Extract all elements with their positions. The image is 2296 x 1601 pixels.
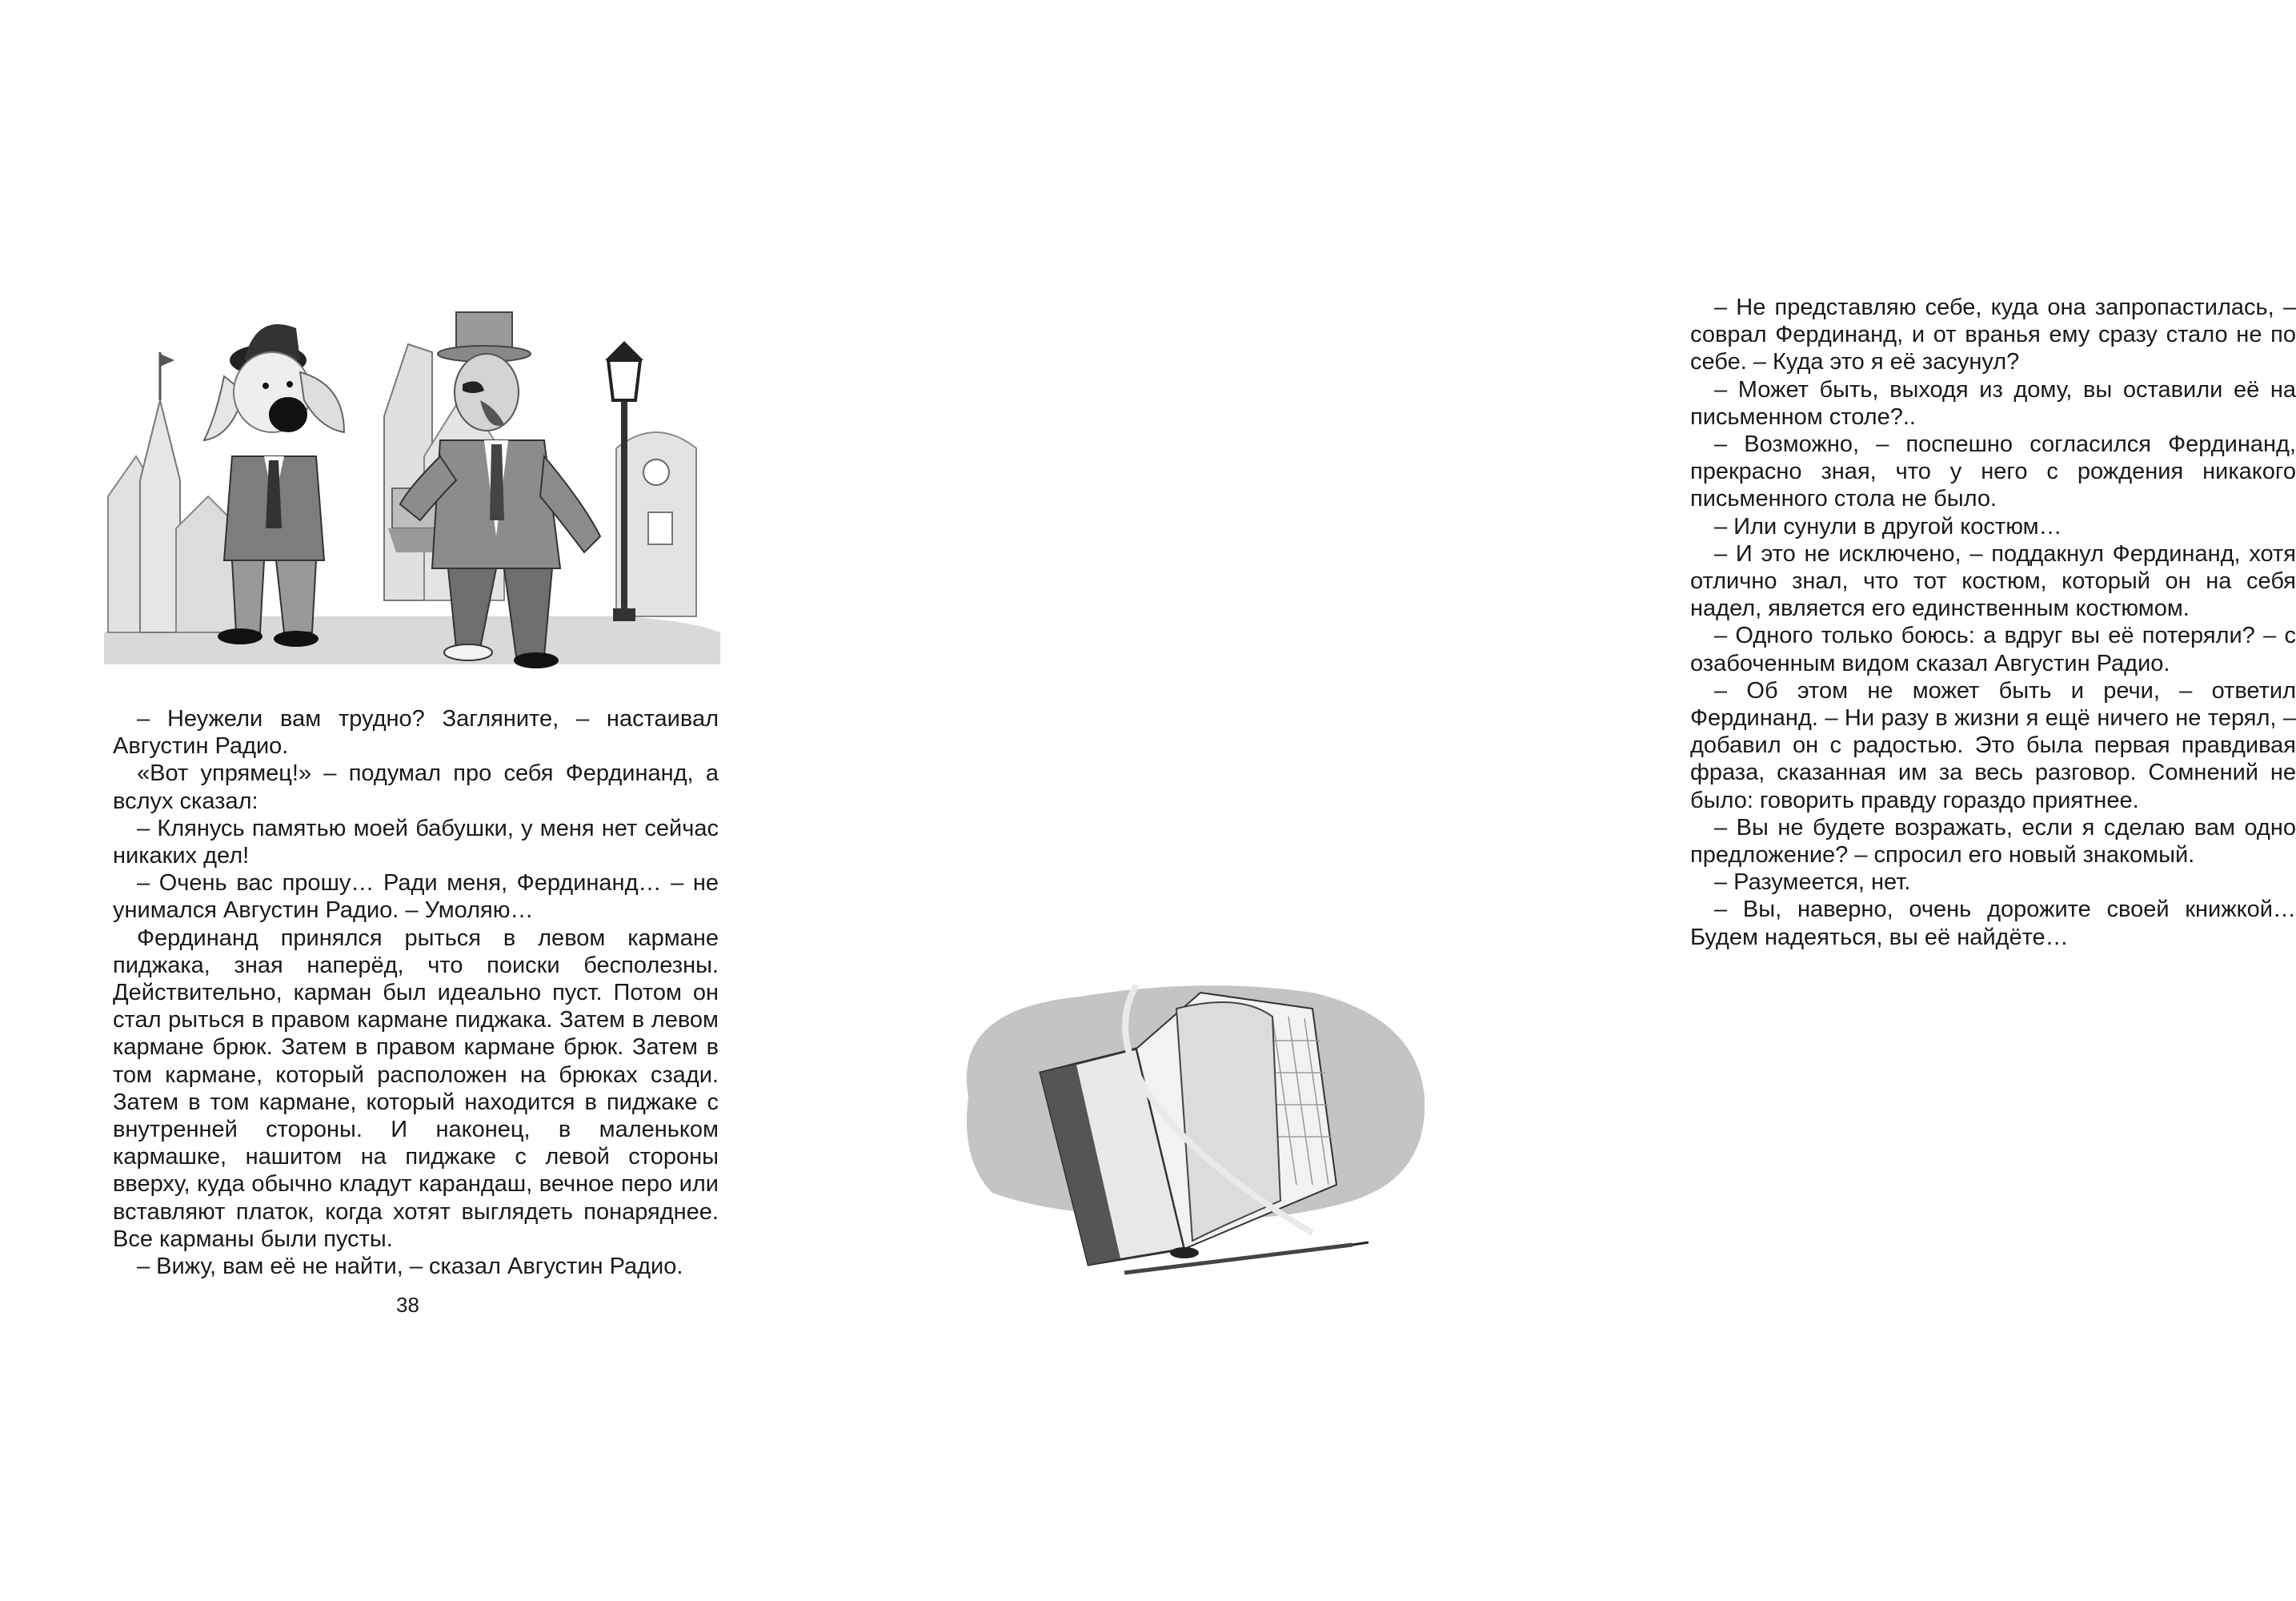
notebook-illustration xyxy=(936,961,1432,1281)
paragraph: – И это не исключено, – поддакнул Фердинанд, хотя отлично знал, что тот костюм, который он на себя надел, является его единственным костюмом. xyxy=(1690,540,2296,622)
paragraph: – Неужели вам трудно? Загляните, – настаивал Августин Радио. xyxy=(113,706,719,760)
left-page xyxy=(0,0,800,1601)
paragraph: – Вижу, вам её не найти, – сказал Августин Радио. xyxy=(137,1254,683,1280)
paragraph: – Разумеется, нет. xyxy=(1714,869,1911,896)
paragraph: – Вы не будете возражать, если я сделаю вам одно предложение? – спросил его новый знакомый. xyxy=(1690,814,2296,869)
paragraph: – Возможно, – поспешно согласился Фердинанд, прекрасно зная, что у него с рождения никакого письменного стола не было. xyxy=(1690,431,2296,512)
paragraph: – Об этом не может быть и речи, – ответил Фердинанд. – Ни разу в жизни я ещё ничего не терял, – добавил он с радостью. Это была первая правдивая фраза, сказанная им за весь разговор. Сомнений не было: говорить правду гораздо приятнее. xyxy=(1690,677,2296,813)
street-illustration xyxy=(104,296,720,680)
paragraph: – Или сунули в другой костюм… xyxy=(1714,513,2062,540)
paragraph: – Не представляю себе, куда она запропастилась, – соврал Фердинанд, и от вранья ему сразу стало не по себе. – Куда это я её засунул? xyxy=(1690,295,2296,375)
paragraph: – Очень вас прошу… Ради меня, Фердинанд… – не унимался Августин Радио. – Умоляю… xyxy=(113,870,719,924)
right-page-text xyxy=(1690,294,2296,951)
left-page-text xyxy=(113,705,719,1280)
right-page xyxy=(800,0,2296,1601)
paragraph: – Клянусь памятью моей бабушки, у меня нет сейчас никаких дел! xyxy=(113,815,719,869)
paragraph: – Одного только боюсь: а вдруг вы её потеряли? – с озабоченным видом сказал Августин Радио. xyxy=(1690,623,2296,676)
paragraph: «Вот упрямец!» – подумал про себя Фердинанд, а вслух сказал: xyxy=(113,760,719,814)
paragraph: Фердинанд принялся рыться в левом кармане пиджака, зная наперёд, что поиски бесполезны. Действительно, карман был идеально пуст. Потом он стал рыться в правом кармане пиджака. Затем в левом кармане брюк. Затем в правом кармане брюк. Затем в том кармане, который расположен на брюках сзади. Затем в том кармане, который находится в пиджаке с внутренней стороны. И наконец, в маленьком кармашке, нашитом на пиджаке с левой стороны вверху, куда обычно кладут карандаш, вечное перо или вставляют платок, когда хотят выглядеть понаряднее. Все карманы были пусты. xyxy=(113,925,719,1252)
page-number: 38 xyxy=(396,1293,419,1317)
paragraph: – Вы, наверно, очень дорожите своей книжкой… Будем надеяться, вы её найдёте… xyxy=(1690,897,2296,950)
paragraph: – Может быть, выходя из дому, вы оставили её на письменном столе?.. xyxy=(1690,376,2296,430)
